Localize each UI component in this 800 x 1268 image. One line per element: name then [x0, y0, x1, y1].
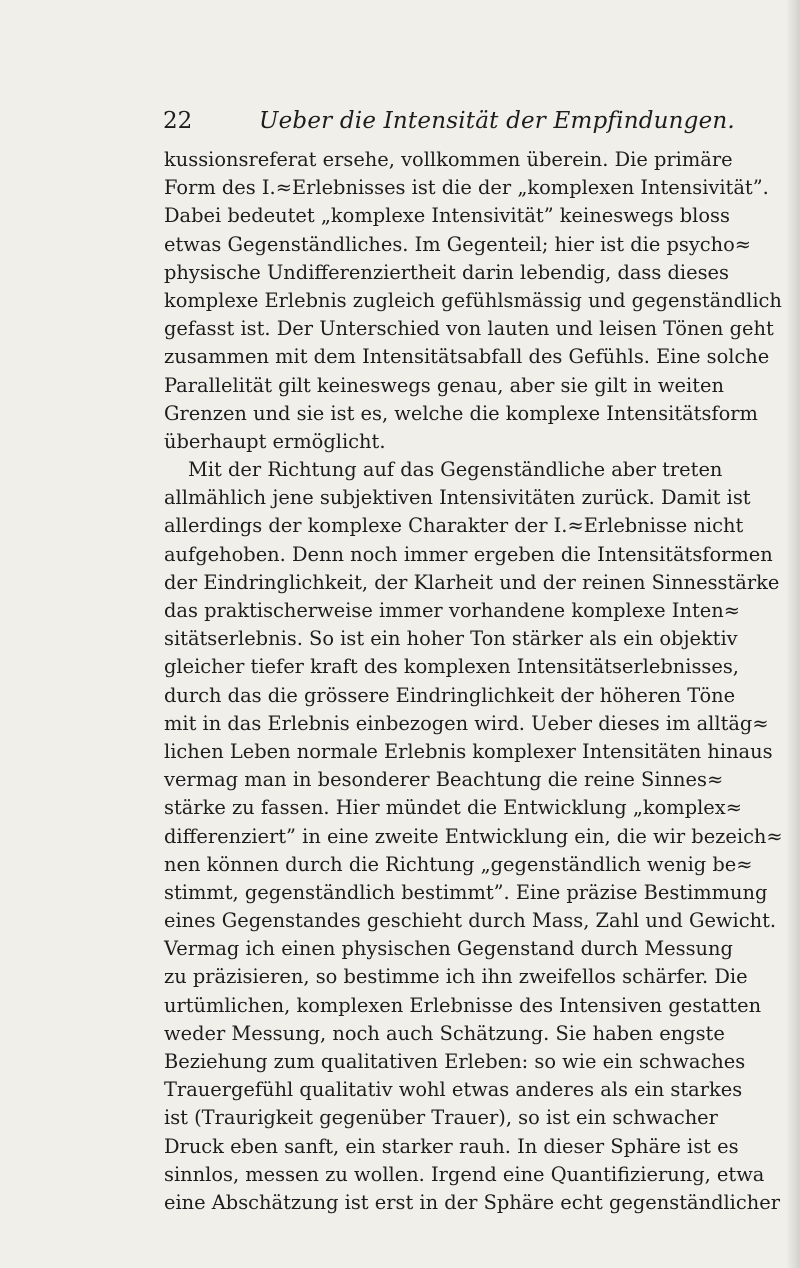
running-title: Ueber die Intensität der Empfindungen.	[259, 108, 735, 134]
text-line: Beziehung zum qualitativen Erleben: so wie ein schwaches	[164, 1050, 746, 1073]
text-line: vermag man in besonderer Beachtung die reine Sinnes≈	[164, 768, 724, 792]
text-line: eines Gegenstandes geschieht durch Mass, Zahl und Gewicht.	[164, 909, 777, 933]
text-line: mit in das Erlebnis einbezogen wird. Ueber dieses im alltäg≈	[164, 711, 769, 735]
text-line: Parallelität gilt keineswegs genau, aber sie gilt in weiten	[164, 373, 724, 397]
text-line: Druck eben sanft, ein starker rauh. In dieser Sphäre ist es	[164, 1134, 739, 1158]
page-edge-shadow	[786, 0, 800, 1268]
text-line: etwas Gegenständliches. Im Gegenteil; hier ist die psycho≈	[164, 232, 752, 256]
text-line: Dabei bedeutet „komplexe Intensivität” keineswegs bloss	[164, 204, 730, 228]
text-line: komplexe Erlebnis zugleich gefühlsmässig und gegenständlich	[164, 288, 782, 312]
text-line: Trauergefühl qualitativ wohl etwas anderes als ein starkes	[164, 1078, 743, 1102]
text-line: überhaupt ermöglicht.	[164, 429, 386, 453]
text-line: lichen Leben normale Erlebnis komplexer Intensitäten hinaus	[164, 739, 773, 763]
text-line: urtümlichen, komplexen Erlebnisse des Intensiven gestatten	[164, 993, 762, 1017]
text-line: zu präzisieren, so bestimme ich ihn zweifellos schärfer. Die	[164, 965, 748, 989]
text-line: allerdings der komplexe Charakter der I.≈Erlebnisse nicht	[164, 514, 744, 538]
text-line: stärke zu fassen. Hier mündet die Entwicklung „komplex≈	[164, 796, 742, 820]
text-line: stimmt, gegenständlich bestimmt”. Eine präzise Bestimmung	[164, 880, 768, 904]
text-line: aufgehoben. Denn noch immer ergeben die Intensitätsformen	[164, 542, 773, 566]
text-line: sinnlos, messen zu wollen. Irgend eine Quantifizierung, etwa	[164, 1162, 765, 1186]
text-line: ist (Traurigkeit gegenüber Trauer), so ist ein schwacher	[164, 1106, 718, 1130]
text-line: Form des I.≈Erlebnisses ist die der „komplexen Intensivität”.	[164, 176, 769, 200]
text-line: sitätserlebnis. So ist ein hoher Ton stärker als ein objektiv	[164, 627, 738, 651]
text-line: gleicher tiefer kraft des komplexen Intensitätserlebnisses,	[164, 655, 739, 679]
text-line: Vermag ich einen physischen Gegenstand durch Messung	[164, 937, 733, 961]
text-line: physische Undifferenziertheit darin lebendig, dass dieses	[164, 260, 729, 284]
paragraph	[164, 146, 782, 456]
text-line: allmählich jene subjektiven Intensivitäten zurück. Damit ist	[164, 486, 751, 510]
text-line: weder Messung, noch auch Schätzung. Sie haben engste	[164, 1021, 725, 1045]
text-line: Mit der Richtung auf das Gegenständliche aber treten	[188, 458, 723, 482]
text-line: zusammen mit dem Intensitätsabfall des Gefühls. Eine solche	[164, 345, 770, 369]
body-text	[164, 146, 783, 1217]
text-line: der Eindringlichkeit, der Klarheit und der reinen Sinnesstärke	[164, 570, 780, 594]
text-line: nen können durch die Richtung „gegenständlich wenig be≈	[164, 852, 753, 876]
text-line: Grenzen und sie ist es, welche die komplexe Intensitätsform	[164, 401, 758, 425]
text-line: differenziert” in eine zweite Entwicklung ein, die wir bezeich≈	[164, 824, 783, 848]
text-line: gefasst ist. Der Unterschied von lauten und leisen Tönen geht	[164, 317, 774, 341]
running-header	[163, 106, 735, 136]
paragraph	[164, 456, 783, 1217]
text-line: kussionsreferat ersehe, vollkommen überein. Die primäre	[164, 148, 733, 171]
text-line: durch das die grössere Eindringlichkeit der höheren Töne	[164, 683, 736, 707]
page-number: 22	[163, 108, 193, 134]
text-line: eine Abschätzung ist erst in der Sphäre echt gegenständlicher	[164, 1190, 780, 1214]
text-line: das praktischerweise immer vorhandene komplexe Inten≈	[164, 599, 740, 622]
